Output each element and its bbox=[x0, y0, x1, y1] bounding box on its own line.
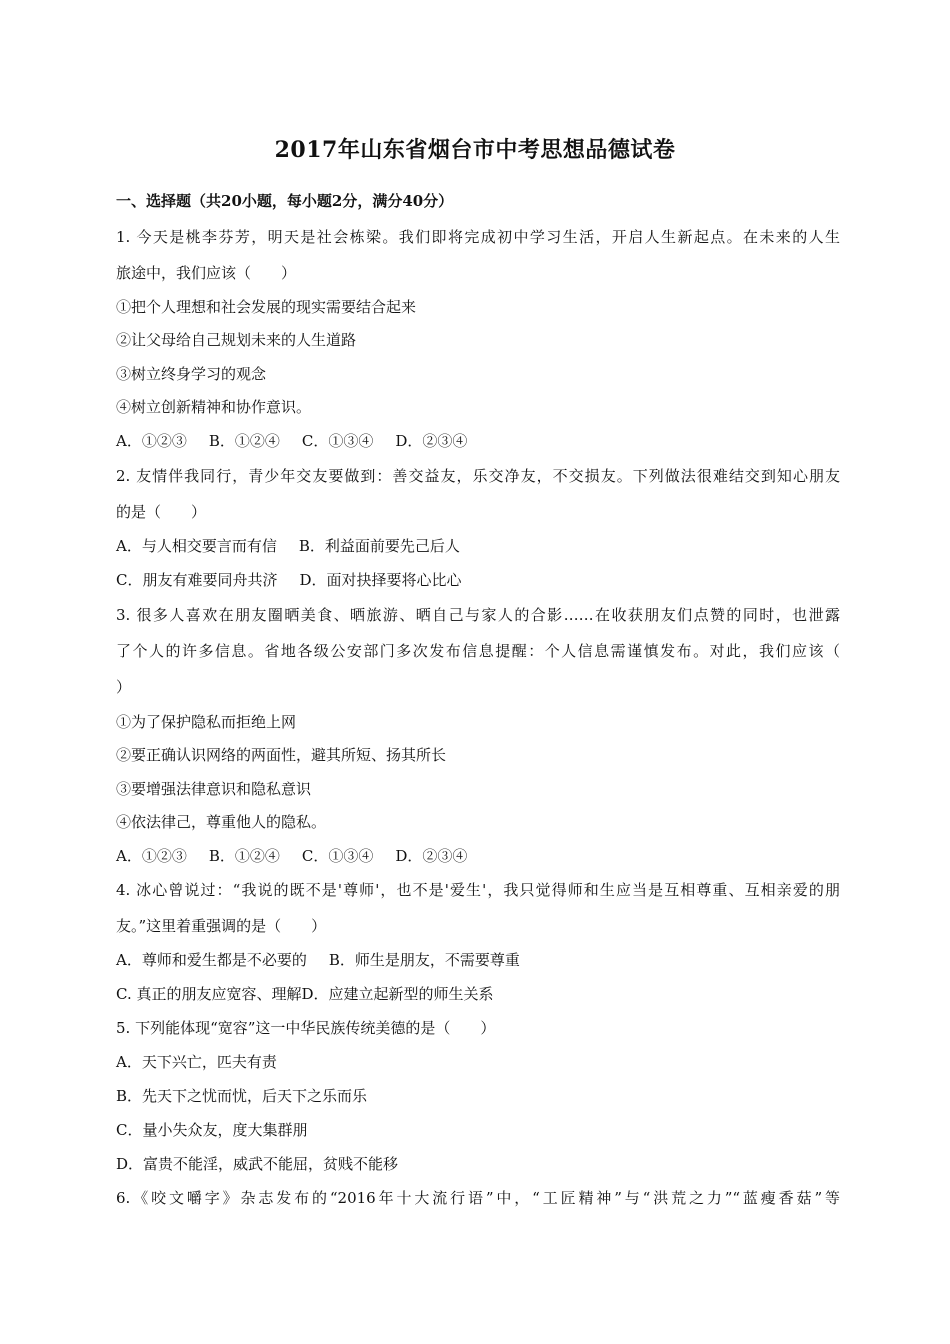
question-1-item: ①把个人理想和社会发展的现实需要结合起来 bbox=[116, 298, 417, 316]
question-2-stem-line-2: 的是（ ） bbox=[116, 503, 207, 521]
question-5-stem: 5. 下列能体现“宽容”这一中华民族传统美德的是（ ） bbox=[116, 1019, 496, 1037]
option-c[interactable]: C．①③④ bbox=[301, 432, 374, 450]
section-heading: 一、选择题（共20小题，每小题2分，满分40分） bbox=[116, 192, 454, 210]
question-3-stem-line-2: 了个人的许多信息。省地各级公安部门多次发布信息提醒：个人信息需谨慎发布。对此，我们应该（ bbox=[116, 642, 840, 660]
option-a[interactable]: A．①②③ bbox=[116, 847, 187, 865]
question-6-stem-line-1: 6.《咬文嚼字》杂志发布的“2016年十大流行语”中，“工匠精神”与“洪荒之力”“蓝瘦香菇”等 bbox=[116, 1189, 840, 1207]
page-title: 2017年山东省烟台市中考思想品德试卷 bbox=[274, 137, 676, 163]
option-b[interactable]: B．师生是朋友，不需要尊重 bbox=[328, 951, 520, 969]
option-c[interactable]: C．①③④ bbox=[301, 847, 374, 865]
option-d[interactable]: D．②③④ bbox=[395, 432, 468, 450]
option-b[interactable]: B．①②④ bbox=[208, 847, 280, 865]
question-1-item: ③树立终身学习的观念 bbox=[116, 365, 267, 383]
question-1-options bbox=[116, 430, 467, 451]
option-d[interactable]: D．面对抉择要将心比心 bbox=[299, 571, 462, 589]
question-3-item: ④依法律己，尊重他人的隐私。 bbox=[116, 813, 327, 831]
option-a[interactable]: A．与人相交要言而有信 bbox=[116, 537, 277, 555]
question-4-options-row-2 bbox=[116, 983, 494, 1004]
question-3-item: ②要正确认识网络的两面性，避其所短、扬其所长 bbox=[116, 746, 447, 764]
question-4-stem-line-1: 4. 冰心曾说过：“我说的既不是'尊师'，也不是'爱生'，我只觉得师和生应当是互相尊重、互相亲爱的朋 bbox=[116, 881, 840, 899]
question-1-stem-line-2: 旅途中，我们应该（ ） bbox=[116, 264, 297, 282]
question-1-stem-line-1: 1. 今天是桃李芬芳，明天是社会栋梁。我们即将完成初中学习生活，开启人生新起点。在未来的人生 bbox=[116, 228, 840, 246]
option-a[interactable]: A．天下兴亡，匹夫有责 bbox=[116, 1053, 277, 1071]
question-3-item: ①为了保护隐私而拒绝上网 bbox=[116, 713, 297, 731]
question-2-options-row-2 bbox=[116, 569, 462, 590]
question-3-stem-line-1: 3. 很多人喜欢在朋友圈晒美食、晒旅游、晒自己与家人的合影……在收获朋友们点赞的同时，也泄露 bbox=[116, 606, 840, 624]
option-b[interactable]: B．先天下之忧而忧，后天下之乐而乐 bbox=[116, 1087, 368, 1105]
option-d[interactable]: D．应建立起新型的师生关系 bbox=[301, 985, 494, 1003]
option-b[interactable]: B．利益面前要先己后人 bbox=[298, 537, 460, 555]
question-2-stem-line-1: 2. 友情伴我同行，青少年交友要做到：善交益友，乐交净友，不交损友。下列做法很难结交到知心朋友 bbox=[116, 467, 840, 485]
option-c[interactable]: C．量小失众友，度大集群朋 bbox=[116, 1121, 308, 1139]
option-a[interactable]: A．①②③ bbox=[116, 432, 187, 450]
option-c[interactable]: C. 真正的朋友应宽容、理解 bbox=[116, 985, 302, 1003]
option-c[interactable]: C．朋友有难要同舟共济 bbox=[116, 571, 278, 589]
option-a[interactable]: A．尊师和爱生都是不必要的 bbox=[116, 951, 307, 969]
question-1-item: ④树立创新精神和协作意识。 bbox=[116, 398, 312, 416]
question-3-stem-line-3: ） bbox=[116, 678, 132, 696]
option-d[interactable]: D．②③④ bbox=[395, 847, 468, 865]
question-4-options-row-1 bbox=[116, 949, 520, 970]
option-b[interactable]: B．①②④ bbox=[208, 432, 280, 450]
question-3-item: ③要增强法律意识和隐私意识 bbox=[116, 780, 312, 798]
question-1-item: ②让父母给自己规划未来的人生道路 bbox=[116, 331, 357, 349]
question-3-options bbox=[116, 845, 467, 866]
option-d[interactable]: D．富贵不能淫，威武不能屈，贫贱不能移 bbox=[116, 1155, 399, 1173]
question-4-stem-line-2: 友。”这里着重强调的是（ ） bbox=[116, 917, 327, 935]
question-2-options-row-1 bbox=[116, 535, 460, 556]
